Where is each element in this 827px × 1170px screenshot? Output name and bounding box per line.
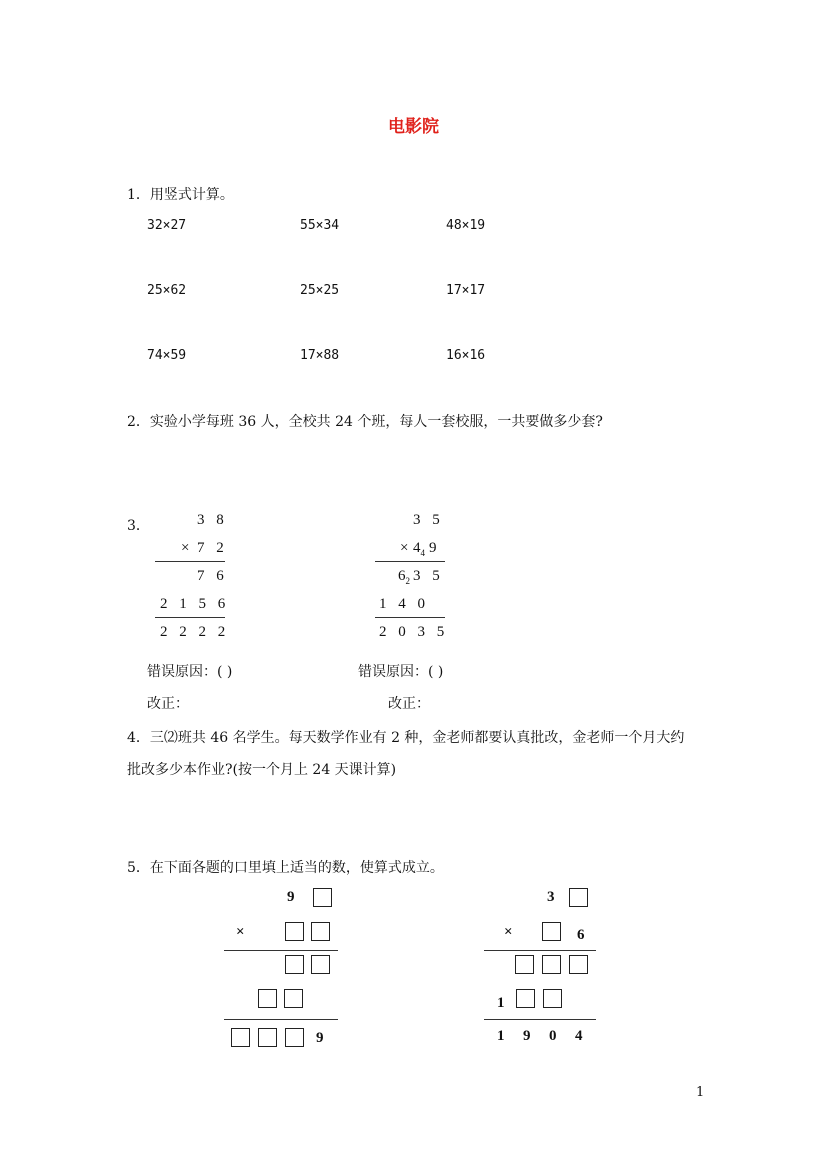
partial-product-2: 2 1 5 6 <box>160 596 230 612</box>
multiplier: 7 2 <box>197 540 228 556</box>
blank-box[interactable] <box>285 1028 304 1047</box>
given-digit: 9 <box>287 889 295 905</box>
given-digit: 9 <box>316 1030 324 1046</box>
problem: 25×25 <box>300 283 340 298</box>
multiplicand: 3 5 <box>413 512 444 528</box>
blank-box[interactable] <box>284 989 303 1008</box>
problem: 17×17 <box>446 283 486 298</box>
operator: × <box>236 924 245 940</box>
blank-box[interactable] <box>258 989 277 1008</box>
given-digit: 1 <box>497 995 505 1011</box>
error-reason-label: 错误原因：( ) <box>358 664 444 680</box>
partial-product-2: 1 4 0 <box>379 596 429 612</box>
question-4-line-1: 4．三⑵班共 46 名学生。每天数学作业有 2 种，金老师都要认真批改，金老师一个月大约 <box>127 730 685 746</box>
problem: 55×34 <box>300 218 340 233</box>
correction-label: 改正： <box>147 696 189 712</box>
blank-box[interactable] <box>515 955 534 974</box>
multiplier: $4_4$ 9 <box>413 540 437 558</box>
result: 2 0 3 5 <box>379 624 449 640</box>
blank-box[interactable] <box>542 955 561 974</box>
blank-box[interactable] <box>569 955 588 974</box>
question-1-text: 1．用竖式计算。 <box>127 187 234 203</box>
blank-box[interactable] <box>516 989 535 1008</box>
result-digit: 1 <box>497 1028 505 1044</box>
result-digit: 4 <box>575 1028 583 1044</box>
result-digit: 0 <box>549 1028 557 1044</box>
correction-label: 改正： <box>388 696 430 712</box>
blank-box[interactable] <box>311 922 330 941</box>
blank-box[interactable] <box>285 922 304 941</box>
partial-product-1: $6_2$ 3 5 <box>398 568 444 586</box>
question-2-text: 2．实验小学每班 36 人，全校共 24 个班，每人一套校服，一共要做多少套? <box>127 414 603 430</box>
result: 2 2 2 2 <box>160 624 230 640</box>
divider-line <box>484 1019 596 1020</box>
problem: 74×59 <box>147 348 187 363</box>
blank-box[interactable] <box>311 955 330 974</box>
multiplicand: 3 8 <box>197 512 228 528</box>
divider-line <box>484 950 596 951</box>
divider-line <box>224 950 338 951</box>
partial-product-1: 7 6 <box>197 568 228 584</box>
blank-box[interactable] <box>542 922 561 941</box>
problem: 16×16 <box>446 348 486 363</box>
given-digit: 6 <box>577 927 585 943</box>
operator: × <box>400 540 413 556</box>
blank-box[interactable] <box>231 1028 250 1047</box>
problem: 48×19 <box>446 218 486 233</box>
blank-box[interactable] <box>258 1028 277 1047</box>
question-4-line-2: 批改多少本作业?(按一个月上 24 天课计算) <box>127 762 397 778</box>
problem: 25×62 <box>147 283 187 298</box>
page-number: 1 <box>696 1085 705 1100</box>
question-5-text: 5．在下面各题的口里填上适当的数，使算式成立。 <box>127 860 444 876</box>
problem: 17×88 <box>300 348 340 363</box>
operator: × <box>181 540 194 556</box>
given-digit: 3 <box>547 889 555 905</box>
page-title: 电影院 <box>388 117 439 137</box>
error-reason-label: 错误原因：( ) <box>147 664 233 680</box>
divider-line <box>375 617 445 618</box>
problem: 32×27 <box>147 218 187 233</box>
blank-box[interactable] <box>285 955 304 974</box>
question-3-number: 3． <box>127 518 150 534</box>
blank-box[interactable] <box>543 989 562 1008</box>
divider-line <box>155 561 225 562</box>
result-digit: 9 <box>523 1028 531 1044</box>
blank-box[interactable] <box>313 888 332 907</box>
blank-box[interactable] <box>569 888 588 907</box>
divider-line <box>375 561 445 562</box>
divider-line <box>224 1019 338 1020</box>
divider-line <box>155 617 225 618</box>
operator: × <box>504 924 513 940</box>
